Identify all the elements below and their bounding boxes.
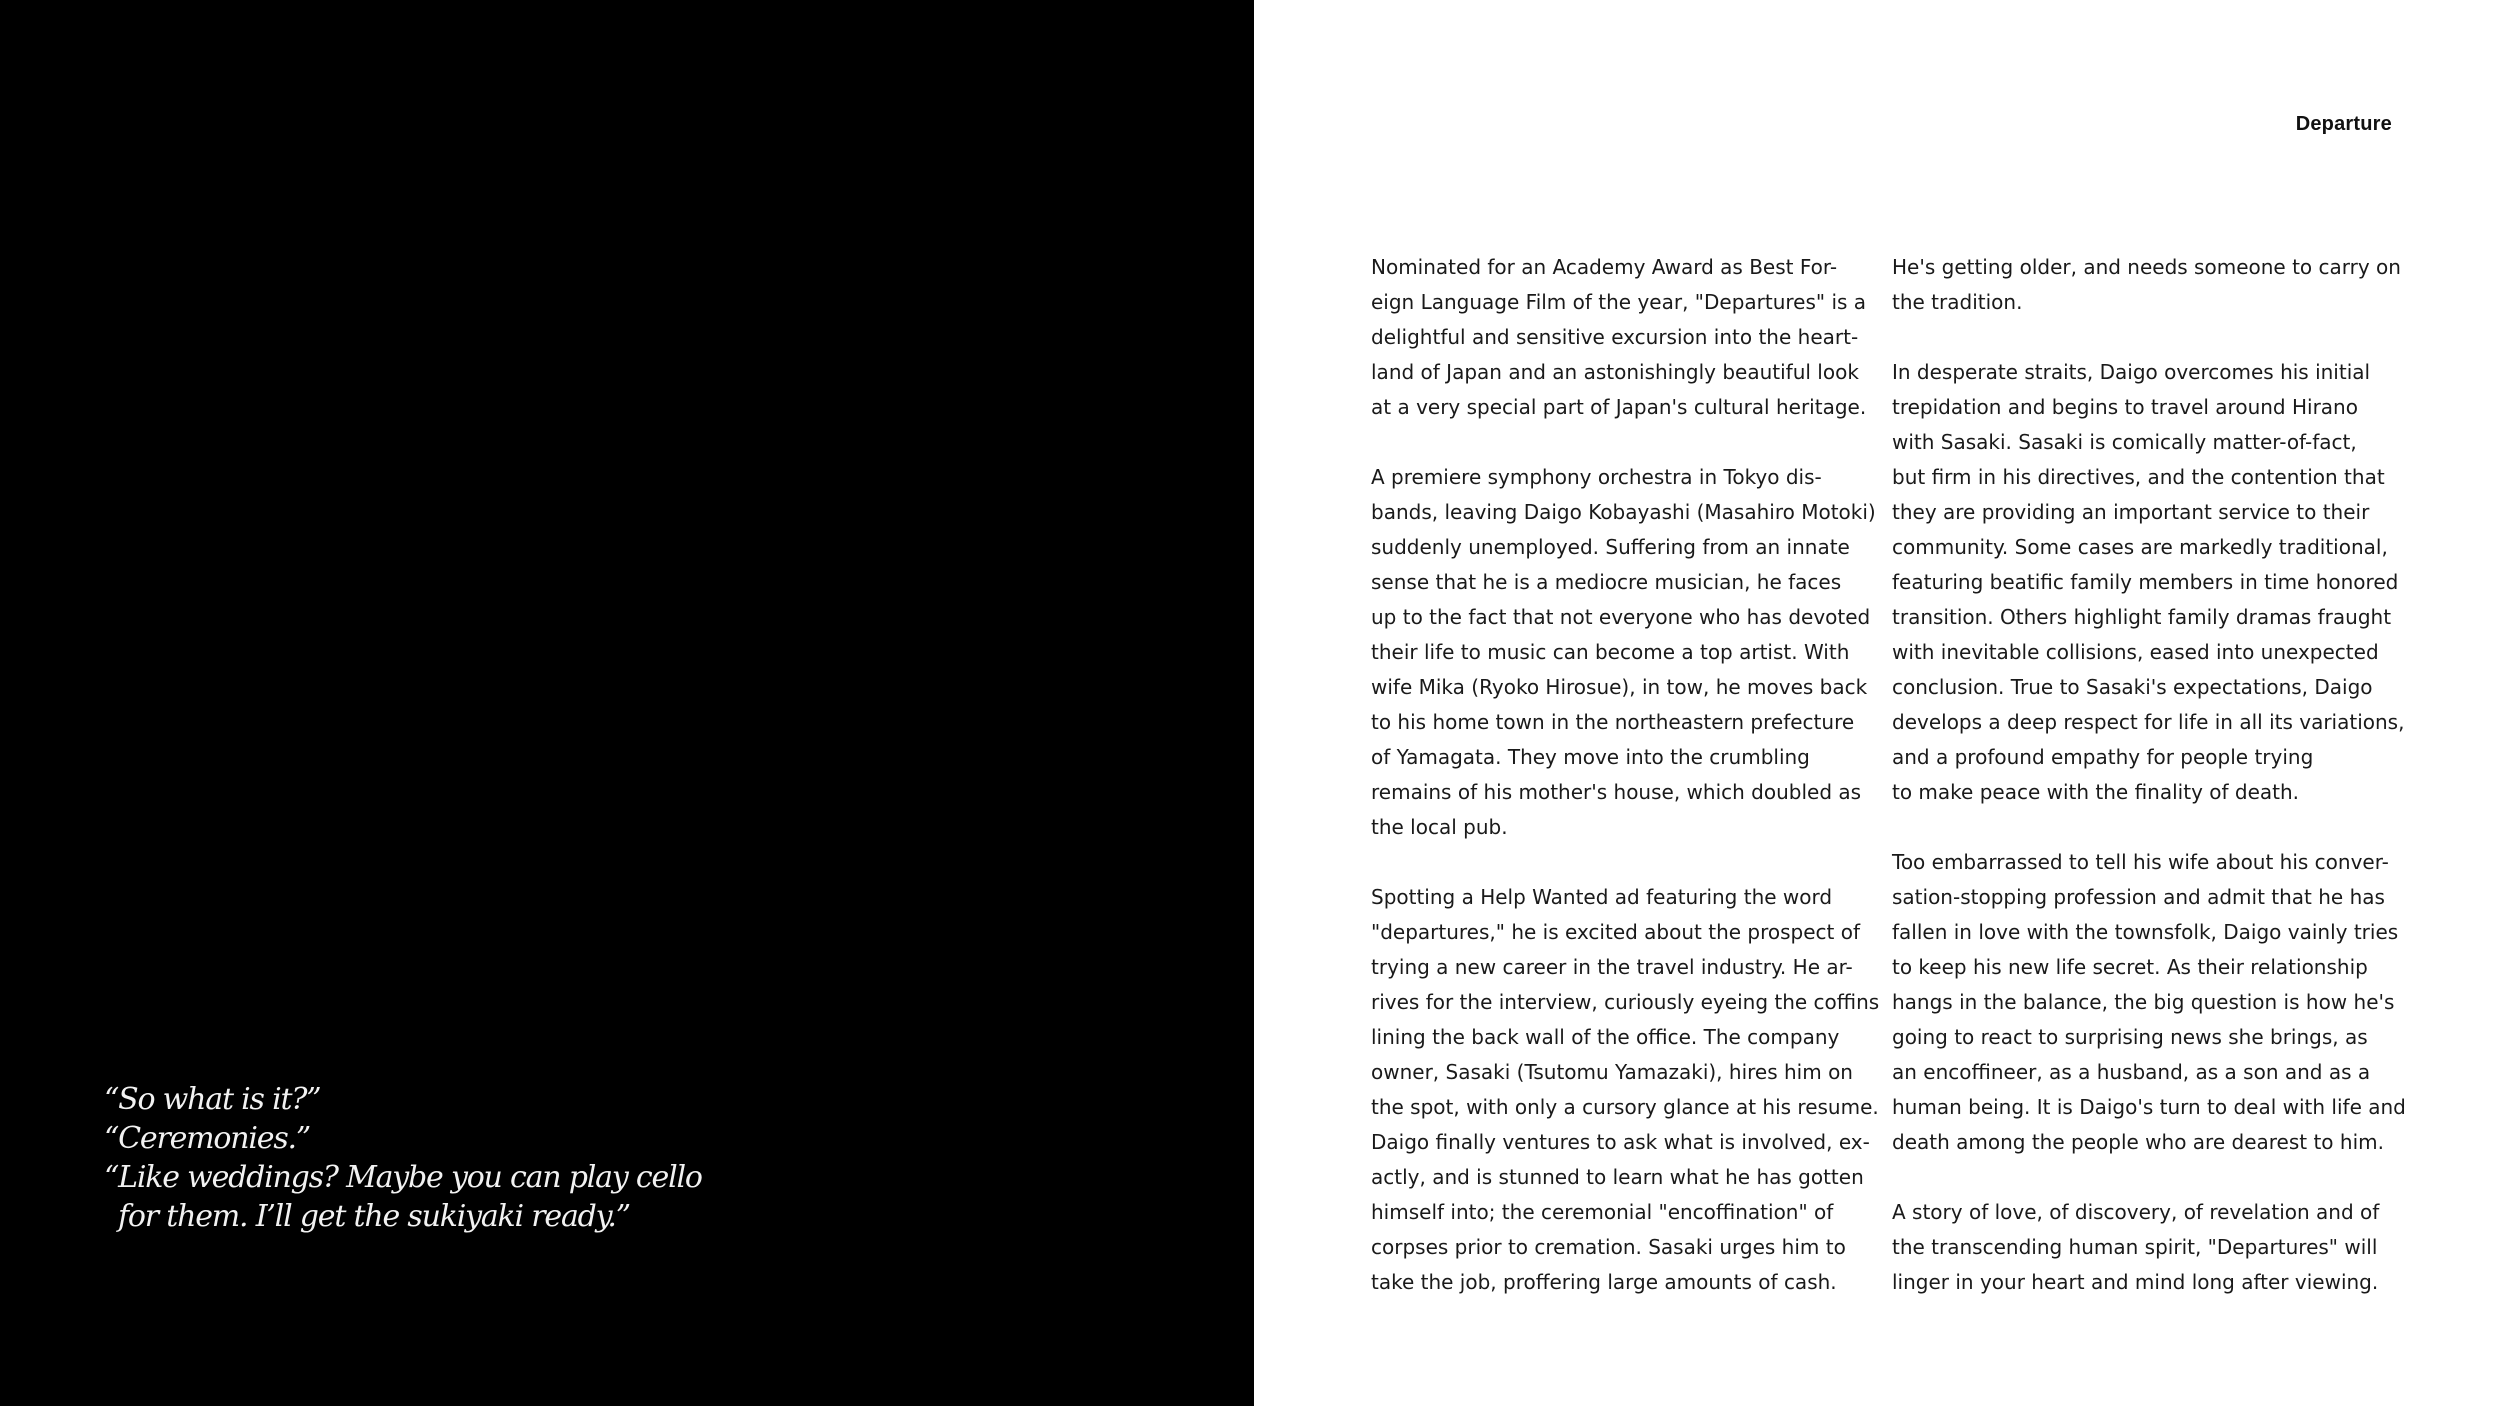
text-column-left [1371,250,1887,1335]
right-page [1254,0,2500,1406]
paragraph: A story of love, of discovery, of revelation and of the transcending human spirit, "Departures" will linger in your heart and mind long after viewing. [1892,1200,2380,1294]
paragraph: He's getting older, and needs someone to carry on the tradition. [1892,255,2401,314]
quote-line: “Ceremonies.” [104,1121,310,1156]
quote-line: “So what is it?” [104,1082,321,1117]
text-column-right [1892,250,2408,1335]
paragraph: A premiere symphony orchestra in Tokyo dis- bands, leaving Daigo Kobayashi (Masahiro Motoki) suddenly unemployed. Suffering from an innate sense that he is a mediocre musician, he faces up to the fact that not everyone who has devoted their life to music can become a top artist. With wife Mika (Ryoko Hirosue), in tow, he moves back to his home town in the northeastern prefecture of Yamagata. They move into the crumbling remains of his mother's house, which doubled as the local pub. [1371,465,1876,839]
running-title: Departure [2295,113,2392,135]
paragraph: Nominated for an Academy Award as Best For- eign Language Film of the year, "Departures" is a delightful and sensitive excursion into the heart- land of Japan and an astonishingly beautiful look at a very special part of Japan's cultural heritage. [1371,255,1867,419]
film-quote [104,1080,1104,1236]
paragraph: Spotting a Help Wanted ad featuring the word "departures," he is excited about the prospect of trying a new career in the travel industry. He ar- rives for the interview, curiously eyeing the coffins lining the back wall of the office. The company owner, Sasaki (Tsutomu Yamazaki), hires him on the spot, with only a cursory glance at his resume. Daigo finally ventures to ask what is involved, ex- actly, and is stunned to learn what he has gotten himself into; the ceremonial "encoffination" of corpses prior to cremation. Sasaki urges him to take the job, proffering large amounts of cash. [1371,885,1880,1294]
paragraph: Too embarrassed to tell his wife about his conver- sation-stopping profession and admit that he has fallen in love with the townsfolk, Daigo vainly tries to keep his new life secret. As their relationship hangs in the balance, the big question is how he's going to react to surprising news she brings, as an encoffineer, as a husband, as a son and as a human being. It is Daigo's turn to deal with life and death among the people who are dearest to him. [1892,850,2406,1154]
quote-line: “Like weddings? Maybe you can play cello [104,1160,702,1195]
quote-line: for them. I’ll get the sukiyaki ready.” [118,1199,630,1234]
paragraph: In desperate straits, Daigo overcomes his initial trepidation and begins to travel around Hirano with Sasaki. Sasaki is comically matter-of-fact, but firm in his directives, and the contention that they are providing an important service to their community. Some cases are markedly traditional, featuring beatific family members in time honored transition. Others highlight family dramas fraught with inevitable collisions, eased into unexpected conclusion. True to Sasaki's expectations, Daigo develops a deep respect for life in all its variations, and a profound empathy for people trying to make peace with the finality of death. [1892,360,2405,804]
